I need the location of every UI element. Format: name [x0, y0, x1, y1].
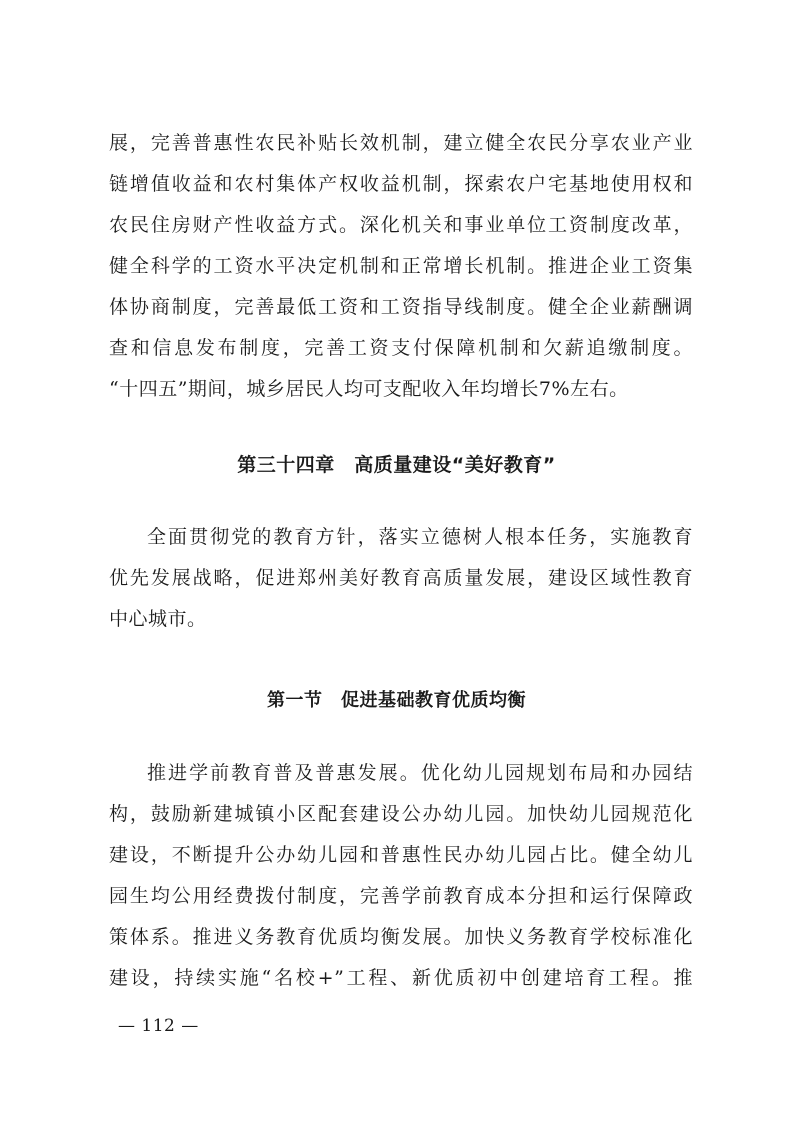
text-line: 全面贯彻党的教育方针，落实立德树人根本任务，实施教育 — [147, 526, 693, 548]
text-line: 健全科学的工资水平决定机制和正常增长机制。推进企业工资集 — [109, 255, 693, 277]
text-line: “十四五”期间，城乡居民人均可支配收入年均增长7%左右。 — [109, 378, 629, 400]
text-line: 展，完善普惠性农民补贴长效机制，建立健全农民分享农业产业 — [109, 132, 693, 154]
chapter-heading: 第三十四章 高质量建设“美好教育” — [237, 454, 556, 476]
text-line: 建设，持续实施“名校+”工程、新优质初中创建培育工程。推 — [109, 967, 693, 989]
text-line: 体协商制度，完善最低工资和工资指导线制度。健全企业薪酬调 — [109, 296, 693, 318]
text-line: 园生均公用经费拨付制度，完善学前教育成本分担和运行保障政 — [109, 885, 693, 907]
text-line: 链增值收益和农村集体产权收益机制，探索农户宅基地使用权和 — [109, 173, 693, 195]
text-line: 优先发展战略，促进郑州美好教育高质量发展，建设区域性教育 — [109, 567, 693, 589]
text-line: 建设，不断提升公办幼儿园和普惠性民办幼儿园占比。健全幼儿 — [109, 844, 693, 866]
text-line: 推进学前教育普及普惠发展。优化幼儿园规划布局和办园结 — [147, 762, 693, 784]
text-line: 查和信息发布制度，完善工资支付保障机制和欠薪追缴制度。 — [109, 337, 693, 359]
text-line: 构，鼓励新建城镇小区配套建设公办幼儿园。加快幼儿园规范化 — [109, 803, 693, 825]
page-number: — 112 — — [118, 1016, 199, 1036]
text-line: 农民住房财产性收益方式。深化机关和事业单位工资制度改革， — [109, 214, 693, 236]
text-line: 中心城市。 — [109, 608, 207, 630]
text-line: 策体系。推进义务教育优质均衡发展。加快义务教育学校标准化 — [109, 926, 693, 948]
section-heading: 第一节 促进基础教育优质均衡 — [267, 690, 526, 711]
